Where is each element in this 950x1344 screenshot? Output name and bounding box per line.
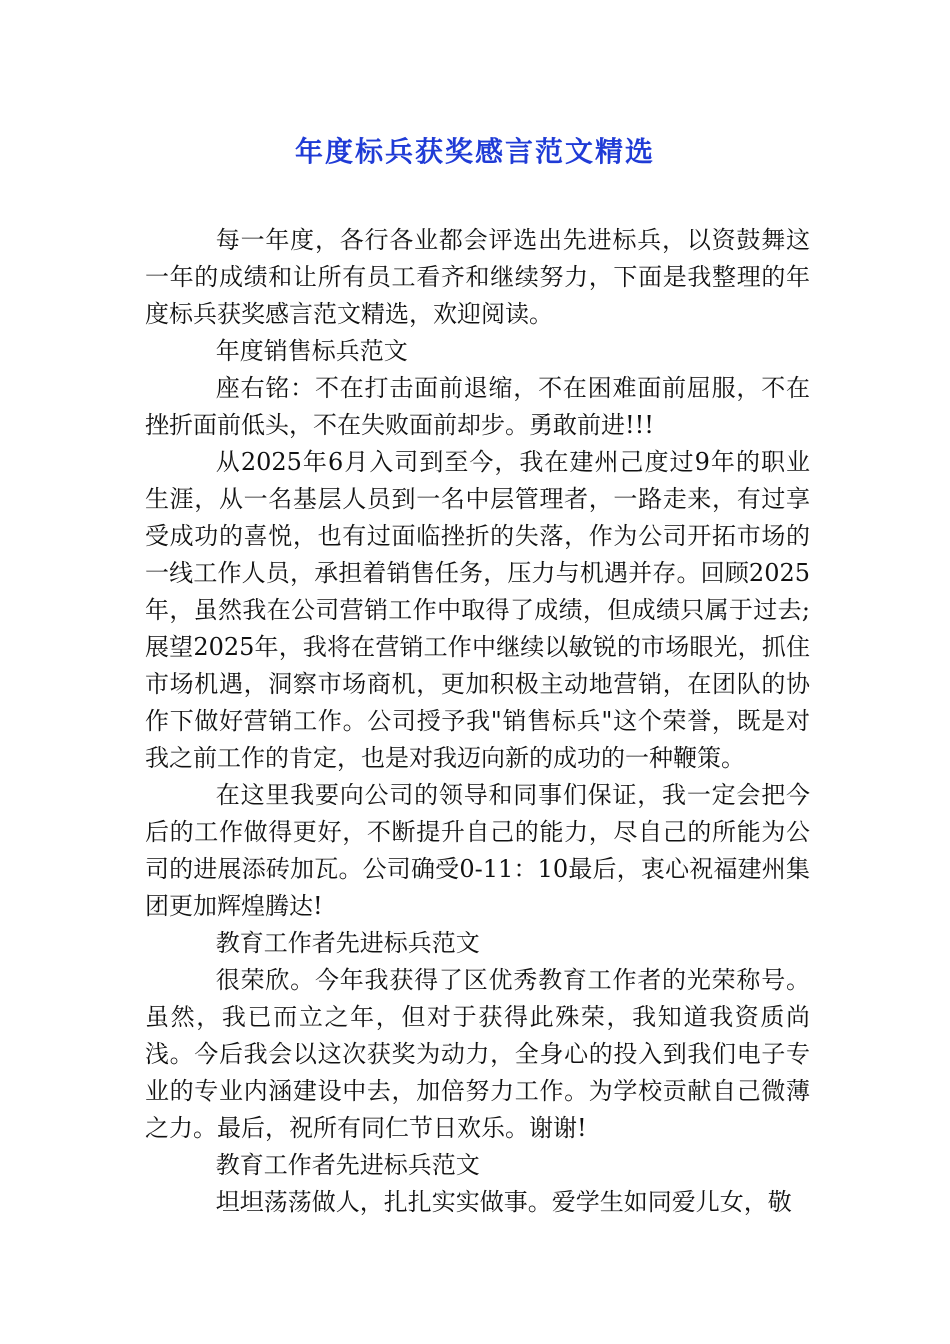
section-heading-education-2: 教育工作者先进标兵范文 [215,1151,480,1179]
intro-paragraph: 每一年度，各行各业都会评选出先进标兵，以资鼓舞这一年的成绩和让所有员工看齐和继续努力，下面是我整理的年度标兵获奖感言范文精选，欢迎阅读。 [145,226,810,328]
pledge-paragraph: 在这里我要向公司的领导和同事们保证，我一定会把今后的工作做得更好，不断提升自己的能力，尽自己的所能为公司的进展添砖加瓦。公司确受0-11：10最后，衷心祝福建州集团更加辉煌腾达! [145,781,810,920]
section-heading-sales: 年度销售标兵范文 [215,337,408,365]
motto-paragraph: 座右铭：不在打击面前退缩，不在困难面前屈服，不在挫折面前低头，不在失败面前却步。勇敢前进!!! [145,374,810,439]
document-body [145,222,810,1221]
section-heading-education-1: 教育工作者先进标兵范文 [215,929,480,957]
document-title: 年度标兵获奖感言范文精选 [294,135,655,168]
education-paragraph-2: 坦坦荡荡做人，扎扎实实做事。爱学生如同爱儿女，敬 [215,1188,792,1216]
career-paragraph: 从2025年6月入司到至今，我在建州己度过9年的职业生涯，从一名基层人员到一名中层管理者，一路走来，有过享受成功的喜悦，也有过面临挫折的失落，作为公司开拓市场的一线工作人员，承担着销售任务，压力与机遇并存。回顾2025年，虽然我在公司营销工作中取得了成绩，但成绩只属于过去;展望2025年，我将在营销工作中继续以敏锐的市场眼光，抓住市场机遇，洞察市场商机，更加积极主动地营销，在团队的协作下做好营销工作。公司授予我"销售标兵"这个荣誉，既是对我之前工作的肯定，也是对我迈向新的成功的一种鞭策。 [145,448,810,772]
education-paragraph-1: 很荣欣。今年我获得了区优秀教育工作者的光荣称号。虽然，我已而立之年，但对于获得此殊荣，我知道我资质尚浅。今后我会以这次获奖为动力，全身心的投入到我们电子专业的专业内涵建设中去，加倍努力工作。为学校贡献自己微薄之力。最后，祝所有同仁节日欢乐。谢谢! [145,966,810,1142]
